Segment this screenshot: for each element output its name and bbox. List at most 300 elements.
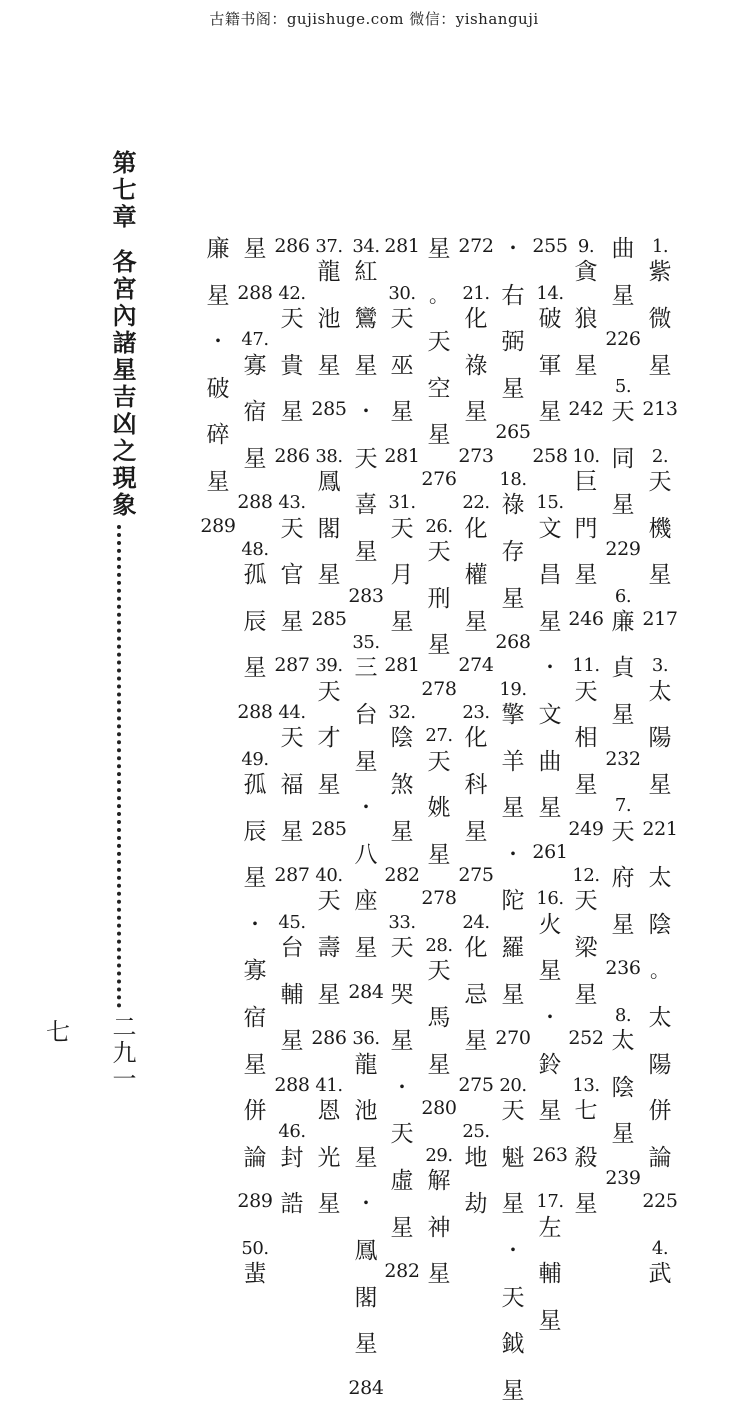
entry-char: 陽	[648, 1051, 672, 1078]
entry-char: 化	[464, 515, 488, 542]
entry-char: 星	[390, 1214, 414, 1241]
page-number: 285	[311, 818, 347, 840]
entry-number: 25.	[462, 1120, 490, 1142]
entry-char: 星	[317, 981, 341, 1008]
entry-char: 座	[354, 887, 378, 914]
page-number: 221	[642, 818, 678, 840]
entry-number: 46.	[278, 1120, 306, 1142]
entry-char: 天	[317, 887, 341, 914]
entry-char: 星	[611, 911, 635, 938]
page-number: 282	[384, 1260, 420, 1282]
entry-char: 星	[427, 1260, 451, 1287]
entry-char: 星	[317, 561, 341, 588]
entry-number: 31.	[388, 491, 416, 513]
page-number: 287	[274, 654, 310, 676]
page-number: 288	[237, 701, 273, 723]
entry-char: 巫	[390, 352, 414, 379]
entry-number: 35.	[352, 631, 380, 653]
separator: ・	[503, 1237, 523, 1262]
entry-char: 星	[354, 1330, 378, 1357]
entry-char: 祿	[464, 352, 488, 379]
entry-char: 鳳	[354, 1237, 378, 1264]
entry-char: 天	[501, 1284, 525, 1311]
entry-char: 天	[280, 305, 304, 332]
entry-char: 星	[317, 771, 341, 798]
entry-char: 宿	[243, 398, 267, 425]
entry-char: 星	[427, 1051, 451, 1078]
entry-char: 星	[354, 352, 378, 379]
entry-number: 21.	[462, 282, 490, 304]
page-number: 239	[605, 1167, 641, 1189]
entry-number: 48.	[241, 538, 269, 560]
entry-number: 23.	[462, 701, 490, 723]
entry-char: 府	[611, 864, 635, 891]
entry-char: 星	[280, 608, 304, 635]
entry-char: 三	[354, 654, 378, 681]
entry-char: 魁	[501, 1144, 525, 1171]
entry-char: 誥	[280, 1190, 304, 1217]
page-number: 285	[311, 608, 347, 630]
page-number: 286	[274, 235, 310, 257]
entry-char: 解	[427, 1167, 451, 1194]
page-number: 246	[568, 608, 604, 630]
separator: ・	[356, 1190, 376, 1215]
entry-number: 1.	[651, 235, 669, 257]
entry-number: 22.	[462, 491, 490, 513]
page-number: 284	[348, 1377, 384, 1399]
entry-char: 星	[280, 1027, 304, 1054]
entry-number: 13.	[572, 1074, 600, 1096]
entry-char: 天	[574, 678, 598, 705]
entry-char: 存	[501, 538, 525, 565]
entry-char: 陰	[611, 1074, 635, 1101]
entry-char: 台	[354, 701, 378, 728]
entry-number: 44.	[278, 701, 306, 723]
entry-char: 星	[390, 608, 414, 635]
entry-char: 權	[464, 561, 488, 588]
entry-number: 50.	[241, 1237, 269, 1259]
entry-char: 破	[538, 305, 562, 332]
entry-char: 星	[648, 352, 672, 379]
entry-char: 相	[574, 724, 598, 751]
entry-number: 32.	[388, 701, 416, 723]
entry-char: 星	[390, 818, 414, 845]
entry-char: 封	[280, 1144, 304, 1171]
separator: ・	[392, 1074, 412, 1099]
entry-char: 羊	[501, 748, 525, 775]
entry-char: 天	[390, 934, 414, 961]
entry-char: 星	[501, 794, 525, 821]
entry-number: 16.	[536, 887, 564, 909]
entry-char: 星	[538, 608, 562, 635]
entry-char: 曲	[611, 235, 635, 262]
chapter-page-number: 二九一	[108, 1014, 136, 1092]
entry-char: 文	[538, 515, 562, 542]
entry-number: 5.	[614, 375, 632, 397]
entry-number: 2.	[651, 445, 669, 467]
entry-char: 武	[648, 1260, 672, 1287]
page-number: 236	[605, 957, 641, 979]
separator: 。	[429, 282, 449, 307]
entry-number: 47.	[241, 328, 269, 350]
entry-char: 軍	[538, 352, 562, 379]
page-number: 273	[458, 445, 494, 467]
page-number: 288	[237, 282, 273, 304]
entry-char: 星	[464, 818, 488, 845]
separator: ・	[245, 911, 265, 936]
page-number: 276	[421, 468, 457, 490]
entry-char: 太	[648, 1004, 672, 1031]
entry-char: 月	[390, 561, 414, 588]
entry-number: 15.	[536, 491, 564, 513]
entry-char: 輔	[538, 1260, 562, 1287]
entry-char: 天	[427, 748, 451, 775]
page-number: 263	[532, 1144, 568, 1166]
page-number: 274	[458, 654, 494, 676]
entry-char: 七	[574, 1097, 598, 1124]
entry-char: 羅	[501, 934, 525, 961]
entry-char: 天	[280, 724, 304, 751]
entry-char: 併	[243, 1097, 267, 1124]
page-number: 272	[458, 235, 494, 257]
entry-char: 機	[648, 515, 672, 542]
entry-number: 49.	[241, 748, 269, 770]
page-number: 281	[384, 235, 420, 257]
entry-number: 29.	[425, 1144, 453, 1166]
entry-char: 星	[427, 421, 451, 448]
entry-char: 鈴	[538, 1051, 562, 1078]
entry-char: 天	[317, 678, 341, 705]
page-number: 242	[568, 398, 604, 420]
page-number: 268	[495, 631, 531, 653]
entry-char: 星	[538, 957, 562, 984]
entry-char: 太	[648, 864, 672, 891]
page-number: 225	[642, 1190, 678, 1212]
entry-char: 星	[427, 235, 451, 262]
entry-char: 天	[390, 1120, 414, 1147]
entry-char: 廉	[611, 608, 635, 635]
page-number: 217	[642, 608, 678, 630]
entry-char: 星	[243, 864, 267, 891]
entry-number: 17.	[536, 1190, 564, 1212]
entry-char: 太	[611, 1027, 635, 1054]
entry-char: 輔	[280, 981, 304, 1008]
page-number: 232	[605, 748, 641, 770]
entry-char: 狼	[574, 305, 598, 332]
entry-char: 空	[427, 375, 451, 402]
folio-page-number: 七	[46, 1018, 70, 1046]
entry-char: 殺	[574, 1144, 598, 1171]
separator: ・	[540, 1004, 560, 1029]
separator: 。	[650, 957, 670, 982]
entry-char: 地	[464, 1144, 488, 1171]
entry-char: 星	[538, 794, 562, 821]
entry-char: 火	[538, 911, 562, 938]
page-number: 282	[384, 864, 420, 886]
entry-char: 星	[464, 608, 488, 635]
entry-char: 星	[574, 1190, 598, 1217]
entry-char: 星	[611, 491, 635, 518]
entry-char: 星	[243, 654, 267, 681]
entry-char: 才	[317, 724, 341, 751]
separator: ・	[503, 841, 523, 866]
separator: ・	[208, 328, 228, 353]
entry-char: 論	[648, 1144, 672, 1171]
entry-char: 紅	[354, 258, 378, 285]
entry-number: 37.	[315, 235, 343, 257]
entry-number: 36.	[352, 1027, 380, 1049]
entry-char: 龍	[317, 258, 341, 285]
entry-char: 姚	[427, 794, 451, 821]
entry-number: 7.	[614, 794, 632, 816]
entry-char: 煞	[390, 771, 414, 798]
entry-char: 星	[501, 585, 525, 612]
entry-char: 星	[574, 981, 598, 1008]
entry-char: 天	[427, 957, 451, 984]
entry-char: 天	[648, 468, 672, 495]
entry-char: 八	[354, 841, 378, 868]
entry-char: 星	[243, 445, 267, 472]
entry-char: 天	[280, 515, 304, 542]
page-number: 275	[458, 1074, 494, 1096]
separator: ・	[540, 654, 560, 679]
entry-char: 天	[574, 887, 598, 914]
entry-char: 天	[611, 398, 635, 425]
separator: ・	[356, 398, 376, 423]
entry-number: 45.	[278, 911, 306, 933]
entry-char: 鸞	[354, 305, 378, 332]
entry-number: 3.	[651, 654, 669, 676]
entry-char: 星	[538, 1307, 562, 1334]
entry-char: 星	[648, 561, 672, 588]
page-number: 280	[421, 1097, 457, 1119]
entry-number: 19.	[499, 678, 527, 700]
entry-number: 4.	[651, 1237, 669, 1259]
entry-char: 官	[280, 561, 304, 588]
entry-char: 太	[648, 678, 672, 705]
entry-char: 陽	[648, 724, 672, 751]
page-number: 255	[532, 235, 568, 257]
entry-char: 劫	[464, 1190, 488, 1217]
entry-char: 星	[427, 841, 451, 868]
entry-char: 哭	[390, 981, 414, 1008]
page-number: 288	[237, 491, 273, 513]
separator: ・	[503, 235, 523, 260]
entry-char: 昌	[538, 561, 562, 588]
entry-number: 27.	[425, 724, 453, 746]
entry-char: 天	[427, 328, 451, 355]
entry-number: 11.	[572, 654, 600, 676]
page-number: 285	[311, 398, 347, 420]
page-number: 252	[568, 1027, 604, 1049]
entry-char: 星	[427, 631, 451, 658]
entry-char: 星	[317, 352, 341, 379]
entry-char: 恩	[317, 1097, 341, 1124]
entry-char: 喜	[354, 491, 378, 518]
entry-number: 33.	[388, 911, 416, 933]
entry-number: 30.	[388, 282, 416, 304]
entry-char: 星	[243, 1051, 267, 1078]
entry-char: 神	[427, 1214, 451, 1241]
entry-char: 右	[501, 282, 525, 309]
entry-char: 星	[574, 352, 598, 379]
page-number: 289	[237, 1190, 273, 1212]
entry-number: 26.	[425, 515, 453, 537]
entry-char: 左	[538, 1214, 562, 1241]
entry-char: 廉	[206, 235, 230, 262]
entry-char: 化	[464, 305, 488, 332]
entry-char: 星	[280, 398, 304, 425]
entry-char: 陰	[648, 911, 672, 938]
page-number: 275	[458, 864, 494, 886]
entry-number: 6.	[614, 585, 632, 607]
entry-char: 巨	[574, 468, 598, 495]
entry-char: 破	[206, 375, 230, 402]
page-number: 278	[421, 678, 457, 700]
entry-char: 貴	[280, 352, 304, 379]
page-number: 278	[421, 887, 457, 909]
entry-char: 星	[538, 398, 562, 425]
entry-number: 20.	[499, 1074, 527, 1096]
entry-char: 星	[501, 1377, 525, 1404]
entry-char: 孤	[243, 561, 267, 588]
entry-char: 天	[501, 1097, 525, 1124]
entry-char: 星	[501, 1190, 525, 1217]
entry-char: 天	[354, 445, 378, 472]
entry-char: 星	[390, 398, 414, 425]
entry-char: 星	[390, 1027, 414, 1054]
entry-number: 42.	[278, 282, 306, 304]
entry-char: 寡	[243, 352, 267, 379]
entry-number: 28.	[425, 934, 453, 956]
entry-char: 池	[317, 305, 341, 332]
chapter-number: 第七章	[108, 150, 137, 231]
entry-char: 天	[390, 515, 414, 542]
entry-char: 曲	[538, 748, 562, 775]
page-number: 229	[605, 538, 641, 560]
page-number: 288	[274, 1074, 310, 1096]
entry-char: 星	[464, 1027, 488, 1054]
entry-char: 蜚	[243, 1260, 267, 1287]
page-number: 287	[274, 864, 310, 886]
entry-char: 貞	[611, 654, 635, 681]
page-number: 284	[348, 981, 384, 1003]
separator: ・	[356, 794, 376, 819]
entry-char: 論	[243, 1144, 267, 1171]
entry-char: 忌	[464, 981, 488, 1008]
entry-number: 9.	[577, 235, 595, 257]
page-number: 213	[642, 398, 678, 420]
entry-char: 紫	[648, 258, 672, 285]
entry-char: 孤	[243, 771, 267, 798]
entry-char: 宿	[243, 1004, 267, 1031]
entry-char: 梁	[574, 934, 598, 961]
entry-char: 星	[354, 934, 378, 961]
entry-char: 星	[611, 1120, 635, 1147]
entry-number: 10.	[572, 445, 600, 467]
entry-char: 擎	[501, 701, 525, 728]
entry-char: 貪	[574, 258, 598, 285]
entry-char: 碎	[206, 421, 230, 448]
entry-char: 辰	[243, 608, 267, 635]
entry-char: 祿	[501, 491, 525, 518]
entry-char: 星	[611, 282, 635, 309]
entry-char: 星	[317, 1190, 341, 1217]
page-number: 270	[495, 1027, 531, 1049]
page-number: 281	[384, 445, 420, 467]
page-number: 249	[568, 818, 604, 840]
entry-char: 同	[611, 445, 635, 472]
entry-number: 39.	[315, 654, 343, 676]
entry-number: 34.	[352, 235, 380, 257]
entry-char: 微	[648, 305, 672, 332]
entry-char: 星	[574, 771, 598, 798]
page-number: 261	[532, 841, 568, 863]
entry-number: 8.	[614, 1004, 632, 1026]
entry-char: 文	[538, 701, 562, 728]
entry-char: 星	[354, 748, 378, 775]
entry-char: 星	[501, 375, 525, 402]
entry-char: 台	[280, 934, 304, 961]
page-number: 281	[384, 654, 420, 676]
entry-char: 天	[390, 305, 414, 332]
entry-char: 化	[464, 724, 488, 751]
watermark-text: 古籍书阁：gujishuge.com 微信：yishanguji	[209, 10, 539, 28]
entry-char: 鳳	[317, 468, 341, 495]
entry-char: 辰	[243, 818, 267, 845]
entry-char: 星	[280, 818, 304, 845]
entry-char: 星	[538, 1097, 562, 1124]
entry-char: 星	[206, 468, 230, 495]
entry-char: 龍	[354, 1051, 378, 1078]
entry-number: 12.	[572, 864, 600, 886]
page-number: 289	[200, 515, 236, 537]
entry-number: 14.	[536, 282, 564, 304]
entry-char: 鉞	[501, 1330, 525, 1357]
entry-number: 43.	[278, 491, 306, 513]
entry-char: 虛	[390, 1167, 414, 1194]
entry-char: 壽	[317, 934, 341, 961]
page-number: 286	[274, 445, 310, 467]
entry-char: 星	[648, 771, 672, 798]
entry-number: 41.	[315, 1074, 343, 1096]
entry-char: 星	[574, 561, 598, 588]
entry-number: 40.	[315, 864, 343, 886]
entry-char: 福	[280, 771, 304, 798]
entry-char: 寡	[243, 957, 267, 984]
entry-char: 星	[354, 538, 378, 565]
entry-char: 閣	[317, 515, 341, 542]
entry-char: 星	[206, 282, 230, 309]
entry-char: 星	[243, 235, 267, 262]
page-number: 265	[495, 421, 531, 443]
entry-char: 化	[464, 934, 488, 961]
entry-char: 閣	[354, 1284, 378, 1311]
entry-char: 科	[464, 771, 488, 798]
entry-char: 池	[354, 1097, 378, 1124]
entry-char: 星	[354, 1144, 378, 1171]
entry-char: 刑	[427, 585, 451, 612]
entry-char: 天	[611, 818, 635, 845]
entry-char: 星	[464, 398, 488, 425]
entry-char: 陰	[390, 724, 414, 751]
page-number: 226	[605, 328, 641, 350]
chapter-title: 各宮內諸星吉凶之現象	[108, 249, 137, 519]
entry-number: 18.	[499, 468, 527, 490]
entry-number: 24.	[462, 911, 490, 933]
entry-char: 門	[574, 515, 598, 542]
entry-char: 馬	[427, 1004, 451, 1031]
